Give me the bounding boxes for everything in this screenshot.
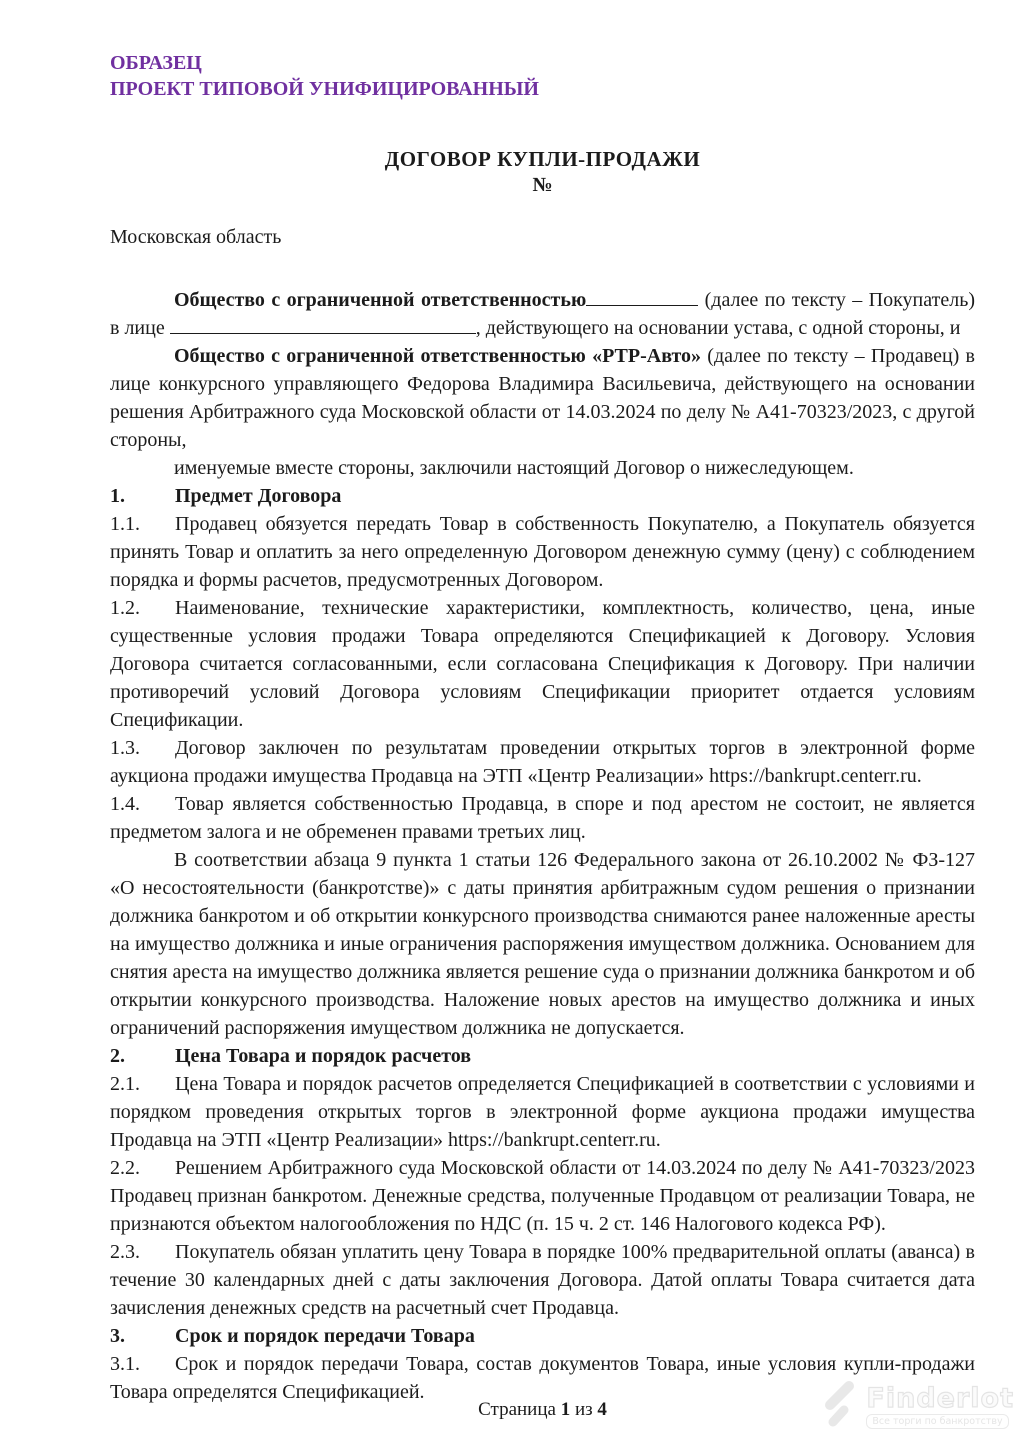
- clause-2-3-number: 2.3.: [110, 1241, 140, 1263]
- footer-total-pages: 4: [597, 1399, 607, 1420]
- clause-1-2-text: Наименование, технические характеристики, комплектность, количество, цена, иные существенные условия продажи Товара определяются Спецификацией к Договору. Условия Договора считается согласованными, если согласована Спецификация к Договору. При наличии противоречий условий Договора условиям Спецификации приоритет отдается условиям Спецификации.: [110, 597, 975, 731]
- clause-1-4-text: Товар является собственностью Продавца, в споре и под арестом не состоит, не является предметом залога и не обременен правами третьих лиц.: [110, 793, 975, 843]
- preamble-buyer-mid-text: (далее по тексту – Покупатель) в лице: [110, 289, 975, 339]
- footer-prefix: Страница: [478, 1399, 561, 1420]
- preamble-seller-paragraph: [110, 342, 975, 454]
- clause-2-2-text: Решением Арбитражного суда Московской области от 14.03.2024 по делу № А41-70323/2023 Продавец признан банкротом. Денежные средства, полученные Продавцом от реализации Товара, не признаются объектом налогообложения по НДС (п. 15 ч. 2 ст. 146 Налогового кодекса РФ).: [110, 1157, 975, 1235]
- buyer-company-label: Общество с ограниченной ответственностью: [174, 289, 587, 311]
- clause-1-1-number: 1.1.: [110, 513, 140, 535]
- stamp-line-2: ПРОЕКТ ТИПОВОЙ УНИФИЦИРОВАННЫЙ: [110, 78, 539, 100]
- clause-3-1-text: Срок и порядок передачи Товара, состав документов Товара, иные условия купли-продажи Товара определятся Спецификацией.: [110, 1353, 975, 1403]
- section-1-heading: [110, 482, 975, 510]
- clause-2-3-text: Покупатель обязан уплатить цену Товара в порядке 100% предварительной оплаты (аванса) в течение 30 календарных дней с даты заключения Договора. Датой оплаты Товара считается дата зачисления денежных средств на расчетный счет Продавца.: [110, 1241, 975, 1319]
- section-2-title: Цена Товара и порядок расчетов: [175, 1045, 472, 1067]
- preamble-buyer-end-text: , действующего на основании устава, с одной стороны, и: [475, 317, 961, 339]
- section-3-heading: [110, 1322, 975, 1350]
- section-2-heading: [110, 1042, 975, 1070]
- section-2-number: 2.: [110, 1045, 125, 1067]
- section-1-number: 1.: [110, 485, 125, 507]
- section-3-title: Срок и порядок передачи Товара: [175, 1325, 475, 1347]
- clause-1-3: [110, 734, 975, 790]
- section-1-title: Предмет Договора: [175, 485, 342, 507]
- preamble-buyer-paragraph: [110, 286, 975, 342]
- clause-2-2-number: 2.2.: [110, 1157, 140, 1179]
- section-3-number: 3.: [110, 1325, 125, 1347]
- watermark-brand-name: Finderlot: [866, 1382, 1014, 1414]
- footer-separator: из: [570, 1399, 598, 1420]
- page-footer: [110, 1398, 975, 1422]
- clause-1-4-number: 1.4.: [110, 793, 140, 815]
- clause-1-2: [110, 594, 975, 734]
- seller-company-label: Общество с ограниченной ответственностью «РТР-Авто»: [174, 345, 702, 367]
- stamp-line-1: ОБРАЗЕЦ: [110, 52, 202, 74]
- clause-2-1-text: Цена Товара и порядок расчетов определяется Спецификацией в соответствии с условиями и порядком проведения открытых торгов в электронной форме аукциона продажи имущества Продавца на ЭТП «Центр Реализации» https://bankrupt.centerr.ru.: [110, 1073, 975, 1151]
- clause-3-1-number: 3.1.: [110, 1353, 140, 1375]
- preamble-closing-paragraph: именуемые вместе стороны, заключили настоящий Договор о нижеследующем.: [174, 457, 854, 479]
- clause-1-2-number: 1.2.: [110, 597, 140, 619]
- clause-1-4: [110, 790, 975, 846]
- section-1-note-paragraph: В соответствии абзаца 9 пункта 1 статьи 126 Федерального закона от 26.10.2002 № ФЗ-127 «О несостоятельности (банкротстве)» с даты принятия арбитражным судом решения о признании должника банкротом и об открытии конкурсного производства снимаются ранее наложенные аресты на имущество должника и иные ограничения распоряжения имуществом должника. Основанием для снятия ареста на имущество должника является решение суда о признании должника банкротом и об открытии конкурсного производства. Наложение новых арестов на имущество должника и иных ограничений распоряжения имуществом должника не допускается.: [110, 849, 975, 1039]
- clause-2-1-number: 2.1.: [110, 1073, 140, 1095]
- clause-2-3: [110, 1238, 975, 1322]
- representative-blank-field: [170, 318, 476, 334]
- footer-page-number: 1: [560, 1399, 571, 1420]
- clause-1-1: [110, 510, 975, 594]
- clause-1-3-text: Договор заключен по результатам проведении открытых торгов в электронной форме аукциона продажи имущества Продавца на ЭТП «Центр Реализации» https://bankrupt.centerr.ru.: [110, 737, 975, 787]
- document-content: [110, 0, 975, 1406]
- contract-number-label: №: [532, 174, 553, 196]
- clause-2-2: [110, 1154, 975, 1238]
- watermark-tagline: Все торги по банкротству: [866, 1414, 1008, 1429]
- clause-1-1-text: Продавец обязуется передать Товар в собственность Покупателю, а Покупатель обязуется принять Товар и оплатить за него определенную Договором денежную сумму (цену) с соблюдением порядка и формы расчетов, предусмотренных Договором.: [110, 513, 975, 591]
- company-name-blank-field: [586, 290, 698, 306]
- document-title: ДОГОВОР КУПЛИ-ПРОДАЖИ: [384, 147, 701, 171]
- location-line: Московская область: [110, 226, 282, 248]
- clause-2-1: [110, 1070, 975, 1154]
- clause-1-3-number: 1.3.: [110, 737, 140, 759]
- preamble-seller-text: (далее по тексту – Продавец) в лице конкурсного управляющего Федорова Владимира Васильевича, действующего на основании решения Арбитражного суда Московской области от 14.03.2024 по делу № А41-70323/2023, с другой стороны,: [110, 345, 975, 451]
- document-stamp: [110, 50, 975, 102]
- title-block: [110, 146, 975, 198]
